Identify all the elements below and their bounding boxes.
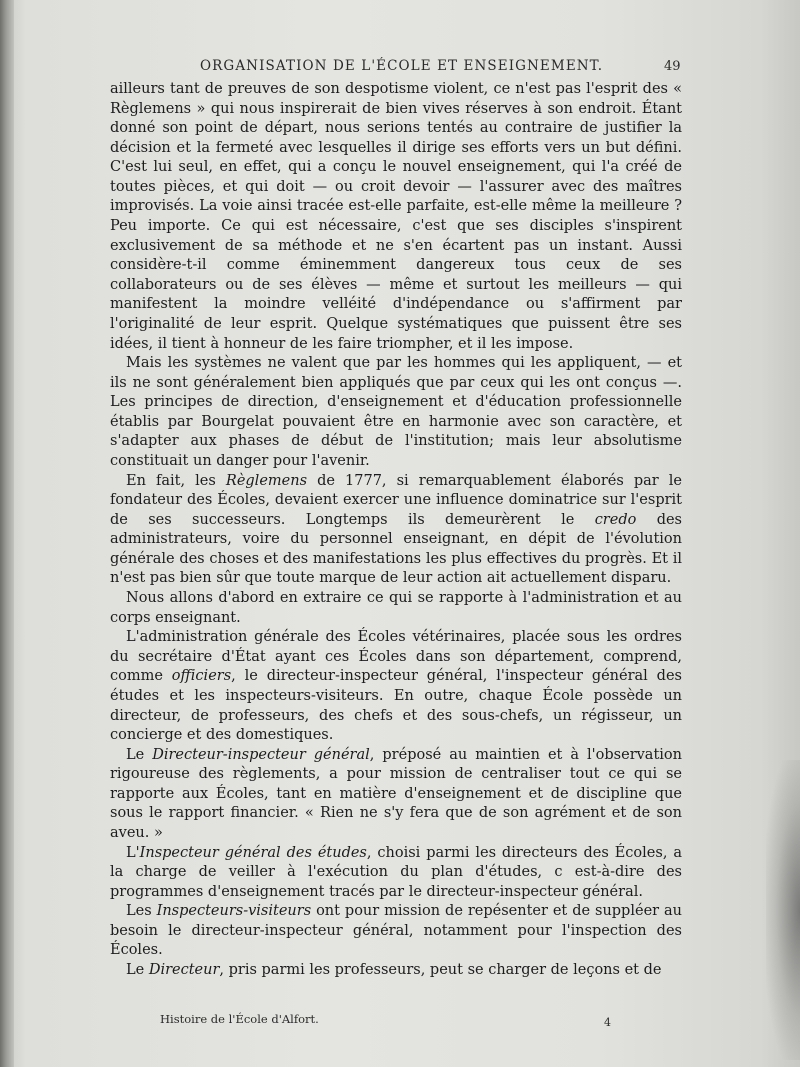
paragraph: [110, 961, 682, 981]
paragraph: [110, 844, 682, 903]
paragraph-text: Nous allons d'abord en extraire ce qui se rapporte à l'administration et au corps enseignant.: [110, 590, 682, 626]
paragraph: [110, 628, 682, 745]
paragraph-text: Mais les systèmes ne valent que par les hommes qui les appliquent, — et ils ne sont généralement bien appliqués que par ceux qui les ont conçus —. Les principes de direction, d'enseignement et d'éducation professionnelle établis par Bourgelat pouvaient être en harmonie avec son caractère, et s'adapter aux phases de début de l'institution; mais leur absolutisme constituait un danger pour l'avenir.: [110, 355, 682, 469]
paragraph: [110, 354, 682, 471]
italic-term: Inspecteur général des études: [139, 844, 367, 861]
paragraph-text: , le directeur-inspecteur général, l'inspecteur général des études et les inspecteurs-visiteurs. En outre, chaque École possède un directeur, de professeurs, des chefs et des sous-chefs, un régisseur, un concierge et des domestiques.: [110, 668, 682, 744]
paragraph-text: ont pour mission de repésenter et de suppléer au besoin le directeur-inspecteur général, notamment pour l'inspection des Écoles.: [110, 903, 682, 959]
paragraph-text: , choisi parmi les directeurs des Écoles, a la charge de veiller à l'exécution du plan d'études, c est-à-dire des programmes d'enseignement tracés par le directeur-inspecteur général.: [110, 844, 682, 900]
paragraph-text: ailleurs tant de preuves de son despotisme violent, ce n'est pas l'esprit des « Règlemens » qui nous inspirerait de bien vives réserves à son endroit. Étant donné son point de départ, nous serions tentés au contraire de justifier la décision et la fermeté avec lesquelles il dirige ses efforts vers un but défini. C'est lui seul, en effet, qui a conçu le nouvel enseignement, qui l'a créé de toutes pièces, et qui doit — ou croit devoir — l'assurer avec des maîtres improvisés. La voie ainsi tracée est-elle parfaite, est-elle même la meilleure ? Peu importe. Ce qui est nécessaire, c'est que ses disciples s'inspirent exclusivement de sa méthode et ne s'en écartent pas un instant. Aussi considère-t-il comme éminemment dangereux tous ceux de ses collaborateurs ou de ses élèves — même et surtout les meilleurs — qui manifestent la moindre velléité d'indépendance ou s'affirment par l'originalité de leur esprit. Quelque systématiques que puissent être ses idées, il tient à honneur de les faire triompher, et il les impose.: [110, 81, 682, 352]
paragraph: [110, 902, 682, 961]
paragraph-text: , préposé au maintien et à l'observation rigoureuse des règlements, a pour mission de centraliser tout ce qui se rapporte aux Écoles, tant en matière d'enseignement et de discipline que sous le rapport financier. « Rien ne s'y fera que de son agrément et de son aveu. »: [110, 746, 682, 841]
paragraph: [110, 80, 682, 354]
paragraph-text: Les: [126, 903, 157, 920]
italic-term: officiers: [171, 668, 232, 685]
page-footer: [0, 1012, 800, 1036]
paragraph-text: En fait, les: [126, 472, 226, 489]
italic-term: Inspecteurs-visiteurs: [156, 903, 312, 920]
italic-term: Directeur-inspecteur général: [152, 746, 370, 763]
paragraph-text: Le: [126, 962, 149, 979]
paragraph: [110, 746, 682, 844]
page-number: 49: [664, 59, 681, 74]
body-text: [110, 80, 682, 1010]
paragraph: [110, 589, 682, 628]
paragraph-text: L'administration générale des Écoles vétérinaires, placée sous les ordres du secrétaire d'État ayant ces Écoles dans son département, comprend, comme: [110, 629, 682, 685]
italic-term: Directeur: [148, 962, 220, 979]
book-gutter-shadow: [0, 0, 14, 1067]
running-title: ORGANISATION DE L'ÉCOLE ET ENSEIGNEMENT.: [200, 58, 604, 74]
paragraph-text: Le: [126, 746, 153, 763]
paragraph-text: de 1777, si remarquablement élaborés par le fondateur des Écoles, devaient exercer une influence dominatrice sur l'esprit de ses successeurs. Longtemps ils demeurèrent le: [110, 472, 682, 528]
paragraph: [110, 472, 682, 589]
italic-term: Règlemens: [225, 472, 308, 489]
footer-book-title: Histoire de l'École d'Alfort.: [160, 1012, 319, 1026]
paragraph-text: , pris parmi les professeurs, peut se charger de leçons et de: [219, 962, 662, 979]
paragraph-text: L': [126, 844, 140, 861]
signature-mark: 4: [604, 1016, 611, 1029]
italic-term: credo: [594, 511, 637, 528]
page-header: [0, 58, 800, 82]
page-edge-shadow: [766, 760, 800, 1060]
paragraph-text: des administrateurs, voire du personnel enseignant, en dépit de l'évolution générale des choses et des manifestations les plus effectives du progrès. Et il n'est pas bien sûr que toute marque de leur action ait actuellement disparu.: [110, 511, 682, 587]
